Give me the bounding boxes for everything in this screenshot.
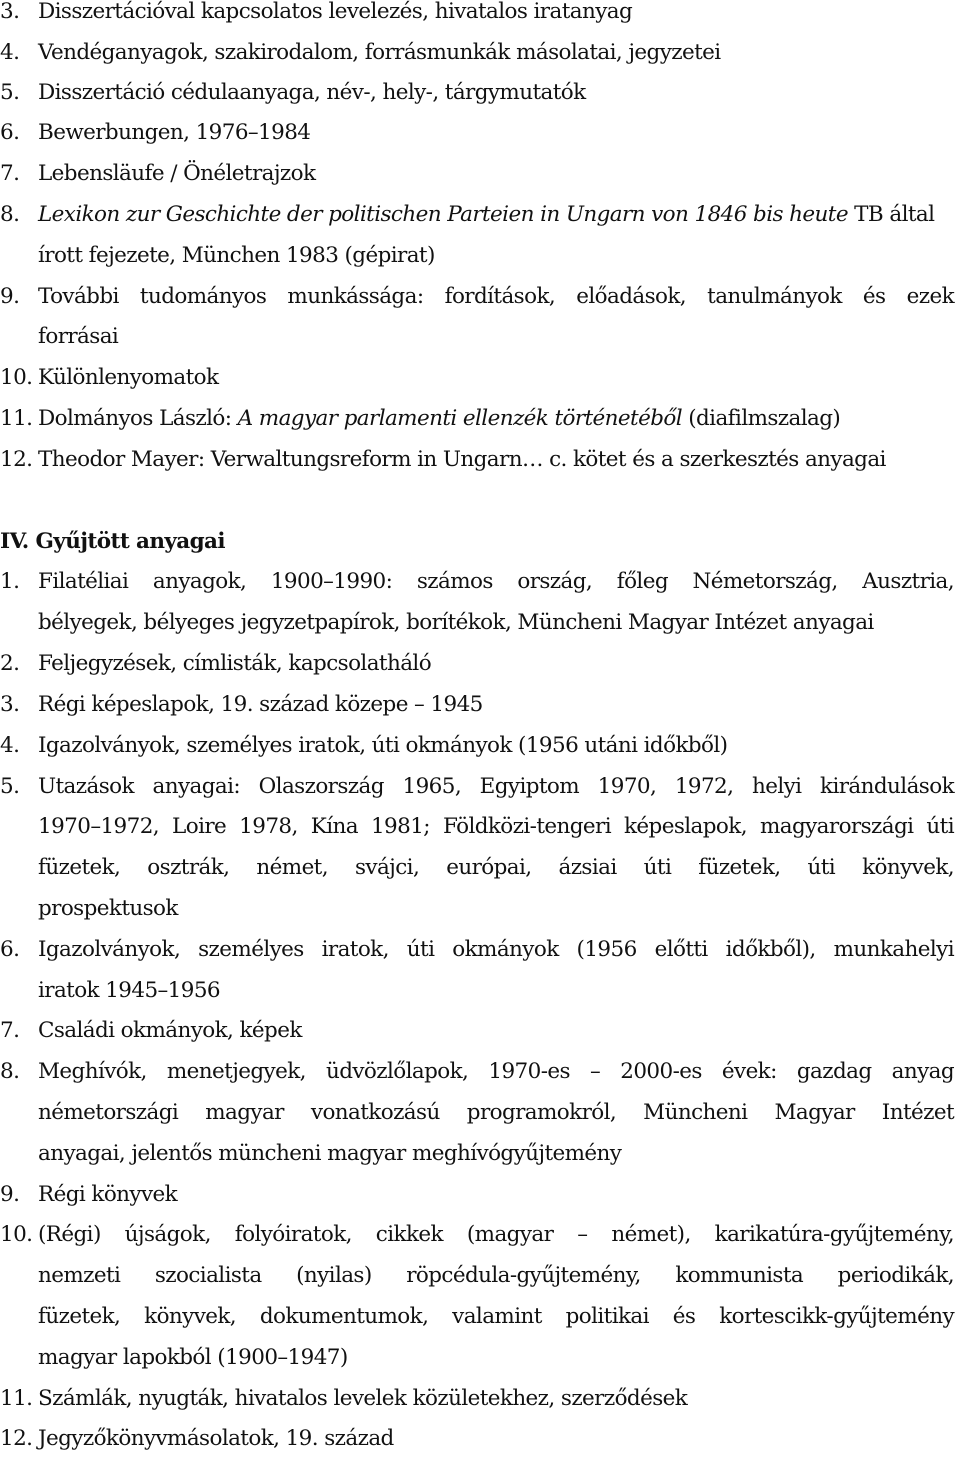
item-text: Theodor Mayer: Verwaltungsreform in Ungarn… c. kötet és a szerkesztés anyagai <box>38 447 886 472</box>
item-number: 5. <box>0 80 20 105</box>
item-text: bélyegek, bélyeges jegyzetpapírok, borítékok, Müncheni Magyar Intézet anyagai <box>38 610 874 635</box>
item-text: németországi magyar vonatkozású programokról, Müncheni Magyar Intézet <box>38 1100 954 1125</box>
item-number: 9. <box>0 1182 20 1207</box>
list-item-iv-10-continuation <box>0 1343 960 1373</box>
list-item-8-continuation <box>0 241 960 271</box>
list-item-iv-5-continuation <box>0 894 960 924</box>
item-number: 3. <box>0 0 20 24</box>
item-text-head: Dolmányos László: <box>38 406 238 431</box>
item-text: Régi képeslapok, 19. század közepe – 1945 <box>38 692 483 717</box>
item-text: Igazolványok, személyes iratok, úti okmányok (1956 előtti időkből), munkahelyi <box>38 937 954 962</box>
list-item-iv-10-continuation <box>0 1302 960 1332</box>
list-item-9 <box>0 282 960 312</box>
item-text-tail: TB által <box>847 202 935 227</box>
item-text: Igazolványok, személyes iratok, úti okmányok (1956 utáni időkből) <box>38 733 728 758</box>
item-text: forrásai <box>38 324 119 349</box>
item-text: Filatéliai anyagok, 1900–1990: számos ország, főleg Németország, Ausztria, <box>38 569 954 594</box>
item-number: 8. <box>0 202 20 227</box>
list-item-5 <box>0 78 960 108</box>
list-item-iv-2 <box>0 649 960 679</box>
item-number: 1. <box>0 569 20 594</box>
item-text <box>38 404 954 434</box>
lexicon-title: Lexikon zur Geschichte der politischen Parteien in Ungarn von 1846 bis heute <box>38 202 848 227</box>
item-number: 10. <box>0 1222 33 1247</box>
item-text: írott fejezete, München 1983 (gépirat) <box>38 243 435 268</box>
item-text: Régi könyvek <box>38 1182 178 1207</box>
list-item-iv-11 <box>0 1384 960 1414</box>
item-number: 7. <box>0 161 20 186</box>
item-text: füzetek, könyvek, dokumentumok, valamint politikai és kortescikk-gyűjtemény <box>38 1304 954 1329</box>
item-number: 2. <box>0 651 20 676</box>
item-text: Különlenyomatok <box>38 365 219 390</box>
filmstrip-title: A magyar parlamenti ellenzék történetéből <box>237 406 682 431</box>
item-text: füzetek, osztrák, német, svájci, európai, ázsiai úti füzetek, úti könyvek, <box>38 855 954 880</box>
item-text: magyar lapokból (1900–1947) <box>38 1345 348 1370</box>
list-item-iv-10 <box>0 1220 960 1250</box>
item-number: 7. <box>0 1018 20 1043</box>
item-number: 12. <box>0 447 33 472</box>
item-text: További tudományos munkássága: fordítások, előadások, tanulmányok és ezek <box>38 284 954 309</box>
item-text: Családi okmányok, képek <box>38 1018 302 1043</box>
list-item-iv-7 <box>0 1016 960 1046</box>
item-text: Jegyzőkönyvmásolatok, 19. század <box>38 1426 394 1451</box>
item-number: 11. <box>0 1386 33 1411</box>
list-item-4 <box>0 38 960 68</box>
item-text: Utazások anyagai: Olaszország 1965, Egyiptom 1970, 1972, helyi kirándulások <box>38 774 954 799</box>
list-item-12 <box>0 445 960 475</box>
item-number: 6. <box>0 120 20 145</box>
list-item-iv-5-continuation <box>0 812 960 842</box>
list-item-iv-12 <box>0 1424 960 1454</box>
list-item-6 <box>0 118 960 148</box>
list-item-iv-5-continuation <box>0 853 960 883</box>
item-number: 10. <box>0 365 33 390</box>
list-item-iv-10-continuation <box>0 1261 960 1291</box>
item-number: 11. <box>0 406 33 431</box>
list-item-8 <box>0 200 960 230</box>
list-item-iv-3 <box>0 690 960 720</box>
list-item-10 <box>0 363 960 393</box>
item-number: 8. <box>0 1059 20 1084</box>
item-number: 4. <box>0 733 20 758</box>
item-text: (Régi) újságok, folyóiratok, cikkek (magyar – német), karikatúra-gyűjtemény, <box>38 1222 954 1247</box>
item-text: iratok 1945–1956 <box>38 978 220 1003</box>
list-item-iv-6-continuation <box>0 976 960 1006</box>
list-item-iv-8-continuation <box>0 1098 960 1128</box>
item-text: Vendéganyagok, szakirodalom, forrásmunkák másolatai, jegyzetei <box>38 40 721 65</box>
list-item-11 <box>0 404 960 434</box>
item-number: 6. <box>0 937 20 962</box>
list-item-iv-1 <box>0 567 960 597</box>
list-item-iv-9 <box>0 1180 960 1210</box>
item-number: 12. <box>0 1426 33 1451</box>
item-text: Feljegyzések, címlisták, kapcsolatháló <box>38 651 432 676</box>
item-number: 9. <box>0 284 20 309</box>
item-text: Lebensläufe / Önéletrajzok <box>38 161 316 186</box>
list-item-9-continuation <box>0 322 960 352</box>
list-item-iv-1-continuation <box>0 608 960 638</box>
list-item-3 <box>0 0 960 27</box>
item-text: Számlák, nyugták, hivatalos levelek közületekhez, szerződések <box>38 1386 688 1411</box>
item-number: 5. <box>0 774 20 799</box>
item-text: anyagai, jelentős müncheni magyar meghívógyűjtemény <box>38 1141 622 1166</box>
list-item-iv-6 <box>0 935 960 965</box>
item-text <box>38 200 954 230</box>
item-text: Meghívók, menetjegyek, üdvözlőlapok, 1970-es – 2000-es évek: gazdag anyag <box>38 1059 954 1084</box>
item-text: nemzeti szocialista (nyilas) röpcédula-gyűjtemény, kommunista periodikák, <box>38 1263 954 1288</box>
item-text: Disszertáció cédulaanyaga, név-, hely-, tárgymutatók <box>38 80 586 105</box>
list-item-iv-8 <box>0 1057 960 1087</box>
item-text: prospektusok <box>38 896 178 921</box>
item-number: 3. <box>0 692 20 717</box>
item-text: Bewerbungen, 1976–1984 <box>38 120 311 145</box>
list-item-iv-8-continuation <box>0 1139 960 1169</box>
item-text: 1970–1972, Loire 1978, Kína 1981; Földközi-tengeri képeslapok, magyarországi úti <box>38 814 954 839</box>
item-text-tail: (diafilmszalag) <box>682 406 841 431</box>
list-item-iv-4 <box>0 731 960 761</box>
section-heading: IV. Gyűjtött anyagai <box>0 529 225 554</box>
list-item-iv-5 <box>0 772 960 802</box>
item-number: 4. <box>0 40 20 65</box>
item-text: Disszertációval kapcsolatos levelezés, hivatalos iratanyag <box>38 0 633 24</box>
list-item-7 <box>0 159 960 189</box>
